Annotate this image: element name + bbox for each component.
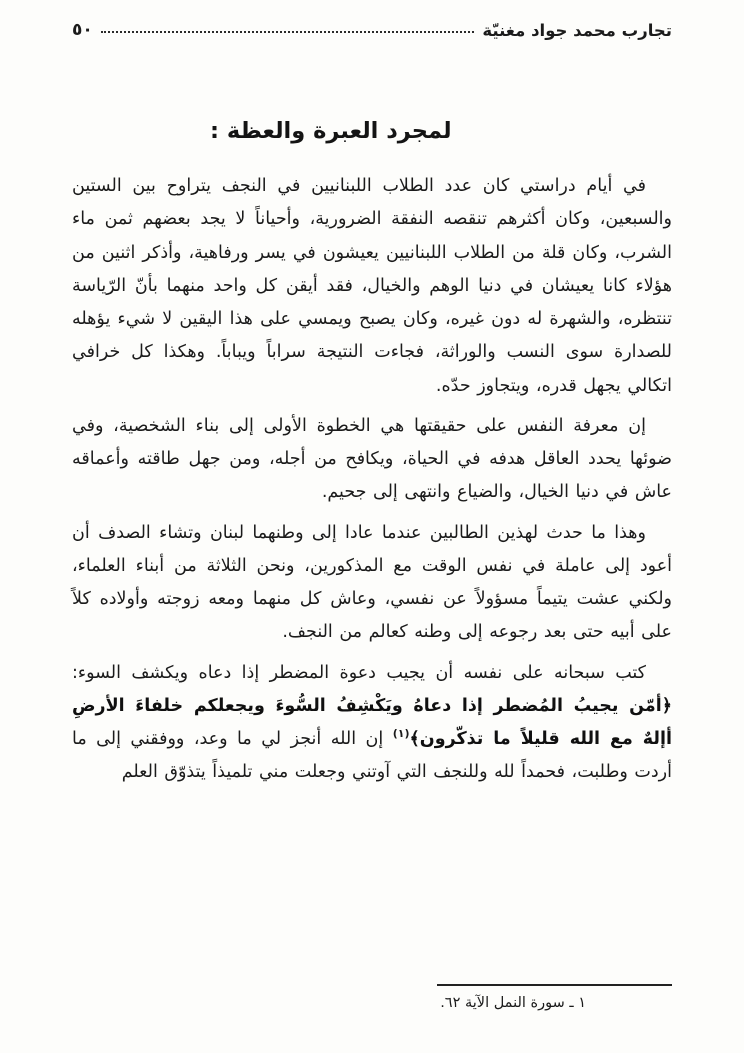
quran-verse: ﴿أمّن يجيبُ المُضطر إذا دعاهُ ويَكْشِفُ السُّوءَ ويجعلكم خلفاءَ الأرضِ أإلهٌ مع الله قليلاً ما تذكّرون﴾ xyxy=(72,695,672,749)
running-title: تجارب محمد جواد مغنيّة xyxy=(482,21,672,40)
page-number: ٥٠ xyxy=(72,20,93,40)
paragraph-1: في أيام دراستي كان عدد الطلاب اللبنانيين في النجف يتراوح بين الستين والسبعين، وكان أكثرهم تنقصه النفقة الضرورية، وأحياناً لا يجد بعضهم ثمن ماء الشرب، وكان قلة من الطلاب اللبنانيين يعيشون في يسر ورفاهية، وأذكر اثنين من هؤلاء كانا يعيشان في دنيا الوهم والخيال، فقد أيقن كل واحد منهما بأنّ الرّياسة تنتظره، والشهرة له دون غيره، وكان يصبح ويمسي على هذا اليقين لا شيء يؤهله للصدارة سوى النسب والوراثة، فجاءت النتيجة سراباً ويباباً. وهكذا كل خرافي اتكالي يجهل قدره، ويتجاوز حدّه. xyxy=(72,176,672,396)
paragraph-2: إن معرفة النفس على حقيقتها هي الخطوة الأولى إلى بناء الشخصية، وفي ضوئها يحدد العاقل هدفه في الحياة، ويكافح من أجله، ومن جهل طاقته وأعماقه عاش في دنيا الخيال، والضياع وانتهى إلى جحيم. xyxy=(72,415,672,503)
footnote: ١ ـ سورة النمل الآية ٦٢. xyxy=(440,995,586,1011)
section-heading: لمجرد العبرة والعظة : xyxy=(210,118,452,144)
paragraph-3: وهذا ما حدث لهذين الطالبين عندما عادا إلى وطنهما لبنان وتشاء الصدف أن أعود إلى عاملة في نفس الوقت مع المذكورين، ونحن الثلاثة من أبناء العلماء، ولكني عشت يتيماً مسؤولاً عن نفسي، وعاش كل منهما ومعه زوجته وأولاده كلاً على أبيه حتى بعد رجوعه إلى وطنه كعالم من النجف. xyxy=(72,522,672,643)
footnote-ref: (١) xyxy=(392,727,410,741)
paragraph-4 xyxy=(72,657,672,790)
paragraph-4-continuation: إن الله أنجز لي ما وعد، ووفقني إلى ما أردت وطلبت، فحمداً لله وللنجف التي آوتني وجعلت مني تلميذاً يتذوّق العلم xyxy=(72,729,672,783)
footnote-area xyxy=(72,984,672,1011)
dotted-leader xyxy=(101,31,475,33)
footnote-separator xyxy=(437,984,672,986)
page-body xyxy=(72,118,672,790)
paragraph-4-intro: كتب سبحانه على نفسه أن يجيب دعوة المضطر إذا دعاه ويكشف السوء: xyxy=(72,662,646,683)
page-header xyxy=(72,20,672,40)
body-copy xyxy=(72,170,672,790)
